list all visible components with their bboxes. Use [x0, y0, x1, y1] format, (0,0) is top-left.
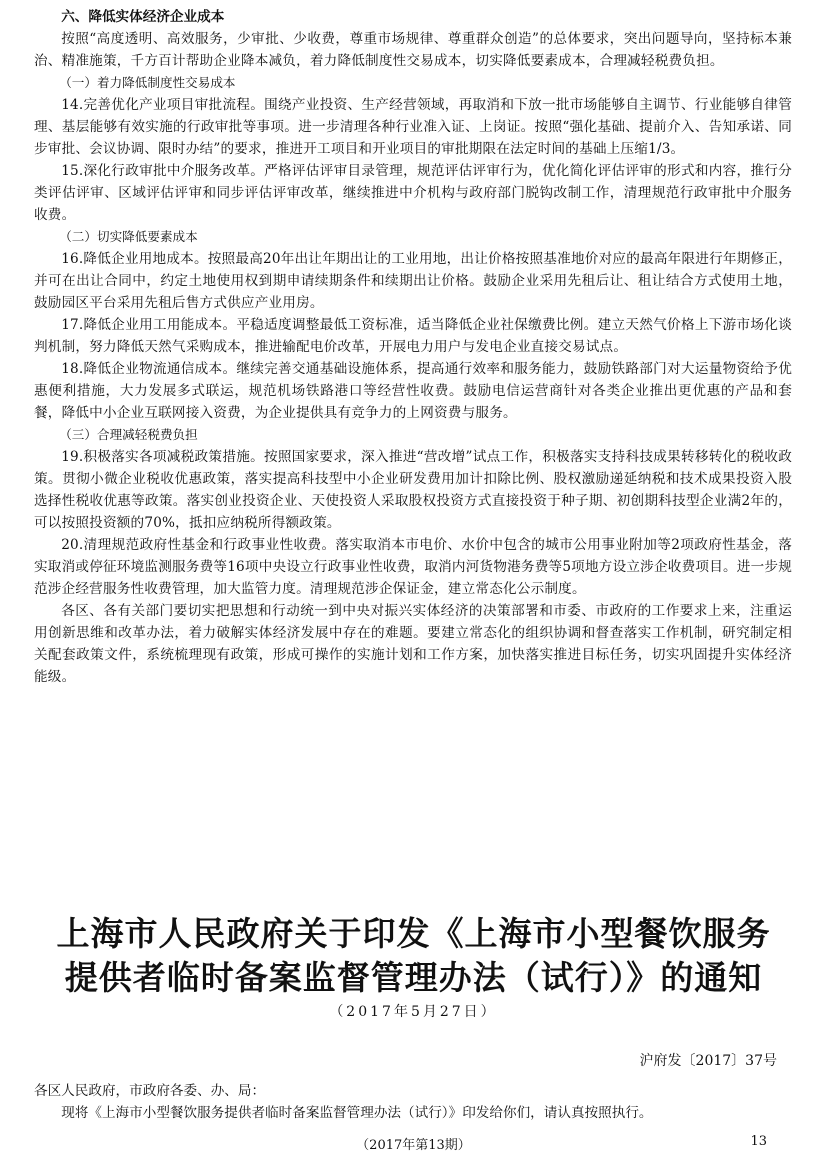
subheading-3: （三）合理减轻税费负担	[59, 427, 198, 442]
notice-title-line-1: 上海市人民政府关于印发《上海市小型餐饮服务	[56, 914, 771, 953]
addressee: 各区人民政府，市政府各委、办、局：	[34, 1083, 266, 1099]
paragraph-15: 15.深化行政审批中介服务改革。严格评估评审目录管理，规范评估评审行为，优化简化评估评审的形式和内容，推行分类评估评审、区域评估评审和同步评估评审改革，继续推进中介机构与政府部门脱钩改制工作，清理规范行政审批中介服务收费。	[34, 163, 792, 223]
paragraph-14: 14.完善优化产业项目审批流程。围绕产业投资、生产经营领域，再取消和下放一批市场能够自主调节、行业能够自律管理、基层能够有效实施的行政审批等事项。进一步清理各种行业准入证、上岗证。按照“强化基础、提前介入、告知承诺、同步审批、会议协调、限时办结”的要求，推进开工项目和开业项目的审批期限在法定时间的基础上压缩1/3。	[34, 97, 792, 157]
paragraph-20: 20.清理规范政府性基金和行政事业性收费。落实取消本市电价、水价中包含的城市公用事业附加等2项政府性基金，落实取消或停征环境监测服务费等16项中央设立行政事业性收费，取消内河货物港务费等5项地方设立涉企收费项目。进一步规范涉企经营服务性收费管理，加大监管力度。清理规范涉企保证金，建立常态化公示制度。	[34, 537, 792, 597]
page-number: 13	[750, 1134, 767, 1149]
subheading-2: （二）切实降低要素成本	[59, 229, 198, 244]
intro-paragraph: 按照“高度透明、高效服务，少审批、少收费，尊重市场规律、尊重群众创造”的总体要求，突出问题导向，坚持标本兼治、精准施策，千方百计帮助企业降本减负，着力降低制度性交易成本，切实降低要素成本，合理减轻税费负担。	[34, 31, 792, 69]
paragraph-17: 17.降低企业用工用能成本。平稳适度调整最低工资标准，适当降低企业社保缴费比例。建立天然气价格上下游市场化谈判机制，努力降低天然气采购成本，推进输配电价改革，开展电力用户与发电企业直接交易试点。	[34, 317, 792, 355]
notice-title-line-2: 提供者临时备案监督管理办法（试行）》的通知	[64, 958, 763, 997]
notice-date: （2017年5月27日）	[329, 1004, 498, 1020]
paragraph-18: 18.降低企业物流通信成本。继续完善交通基础设施体系，提高通行效率和服务能力，鼓励铁路部门对大运量物资给予优惠便利措施，大力发展多式联运，规范机场铁路港口等经营性收费。鼓励电信运营商针对各类企业推出更优惠的产品和套餐，降低中小企业互联网接入资费，为企业提供具有竞争力的上网资费与服务。	[34, 361, 792, 421]
section-body	[34, 6, 792, 688]
paragraph-19: 19.积极落实各项减税政策措施。按照国家要求，深入推进“营改增”试点工作，积极落实支持科技成果转移转化的税收政策。贯彻小微企业税收优惠政策，落实提高科技型中小企业研发费用加计扣除比例、股权激励递延纳税和技术成果投资入股选择性税收优惠等政策。落实创业投资企业、天使投资人采取股权投资方式直接投资于种子期、初创期科技型企业满2年的，可以按照投资额的70%，抵扣应纳税所得额政策。	[34, 449, 792, 531]
issue-footer: （2017年第13期）	[356, 1138, 471, 1153]
section-heading: 六、降低实体经济企业成本	[61, 9, 225, 25]
document-number: 沪府发〔2017〕37号	[639, 1053, 777, 1069]
subheading-1: （一）着力降低制度性交易成本	[59, 75, 236, 90]
notice-body: 现将《上海市小型餐饮服务提供者临时备案监督管理办法（试行）》印发给你们，请认真按照执行。	[61, 1105, 653, 1121]
paragraph-16: 16.降低企业用地成本。按照最高20年出让年期出让的工业用地，出让价格按照基准地价对应的最高年限进行年期修正，并可在出让合同中，约定土地使用权到期申请续期条件和续期出让价格。鼓励企业采用先租后让、租让结合方式使用土地，鼓励园区平台采用先租后售方式供应产业用房。	[34, 251, 792, 311]
closing-paragraph: 各区、各有关部门要切实把思想和行动统一到中央对振兴实体经济的决策部署和市委、市政府的工作要求上来，注重运用创新思维和改革办法，着力破解实体经济发展中存在的难题。要建立常态化的组织协调和督查落实工作机制，研究制定相关配套政策文件，系统梳理现有政策，形成可操作的实施计划和工作方案，加快落实推进目标任务，切实巩固提升实体经济能级。	[34, 603, 792, 685]
